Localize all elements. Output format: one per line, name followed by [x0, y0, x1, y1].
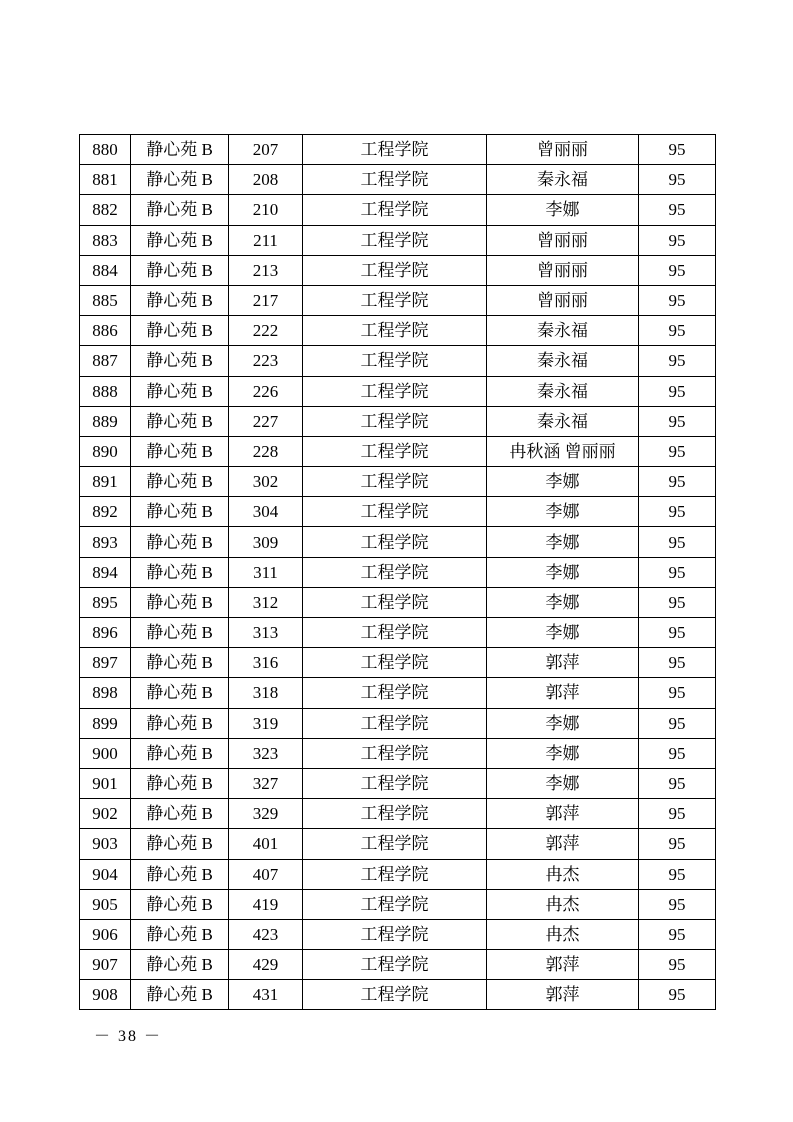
- room-cell: 227: [229, 406, 303, 436]
- room-cell: 313: [229, 618, 303, 648]
- tutor-cell: 冉杰: [487, 859, 639, 889]
- score-cell: 95: [639, 950, 716, 980]
- score-cell: 95: [639, 406, 716, 436]
- score-cell: 95: [639, 285, 716, 315]
- building-cell: 静心苑 B: [131, 950, 229, 980]
- building-cell: 静心苑 B: [131, 557, 229, 587]
- college-cell: 工程学院: [303, 436, 487, 466]
- row-number-cell: 890: [80, 436, 131, 466]
- table-row: [80, 889, 716, 919]
- room-cell: 401: [229, 829, 303, 859]
- room-cell: 309: [229, 527, 303, 557]
- room-cell: 323: [229, 738, 303, 768]
- table-row: [80, 497, 716, 527]
- college-cell: 工程学院: [303, 557, 487, 587]
- building-cell: 静心苑 B: [131, 436, 229, 466]
- college-cell: 工程学院: [303, 135, 487, 165]
- tutor-cell: 冉杰: [487, 919, 639, 949]
- row-number-cell: 881: [80, 165, 131, 195]
- table-row: [80, 165, 716, 195]
- building-cell: 静心苑 B: [131, 799, 229, 829]
- college-cell: 工程学院: [303, 708, 487, 738]
- tutor-cell: 冉杰: [487, 889, 639, 919]
- score-cell: 95: [639, 587, 716, 617]
- row-number-cell: 885: [80, 285, 131, 315]
- score-cell: 95: [639, 557, 716, 587]
- score-cell: 95: [639, 255, 716, 285]
- building-cell: 静心苑 B: [131, 527, 229, 557]
- row-number-cell: 883: [80, 225, 131, 255]
- college-cell: 工程学院: [303, 678, 487, 708]
- table-row: [80, 467, 716, 497]
- college-cell: 工程学院: [303, 406, 487, 436]
- room-cell: 222: [229, 316, 303, 346]
- tutor-cell: 郭萍: [487, 678, 639, 708]
- building-cell: 静心苑 B: [131, 195, 229, 225]
- table-row: [80, 346, 716, 376]
- tutor-cell: 秦永福: [487, 165, 639, 195]
- table-row: [80, 768, 716, 798]
- score-cell: 95: [639, 527, 716, 557]
- score-cell: 95: [639, 436, 716, 466]
- building-cell: 静心苑 B: [131, 316, 229, 346]
- room-cell: 319: [229, 708, 303, 738]
- building-cell: 静心苑 B: [131, 648, 229, 678]
- tutor-cell: 秦永福: [487, 406, 639, 436]
- college-cell: 工程学院: [303, 316, 487, 346]
- table-row: [80, 135, 716, 165]
- score-cell: 95: [639, 768, 716, 798]
- tutor-cell: 李娜: [487, 618, 639, 648]
- building-cell: 静心苑 B: [131, 980, 229, 1010]
- building-cell: 静心苑 B: [131, 889, 229, 919]
- score-cell: 95: [639, 980, 716, 1010]
- tutor-cell: 秦永福: [487, 346, 639, 376]
- building-cell: 静心苑 B: [131, 467, 229, 497]
- room-cell: 226: [229, 376, 303, 406]
- college-cell: 工程学院: [303, 859, 487, 889]
- table-row: [80, 799, 716, 829]
- row-number-cell: 900: [80, 738, 131, 768]
- college-cell: 工程学院: [303, 648, 487, 678]
- college-cell: 工程学院: [303, 919, 487, 949]
- table-row: [80, 195, 716, 225]
- college-cell: 工程学院: [303, 346, 487, 376]
- row-number-cell: 908: [80, 980, 131, 1010]
- table-row: [80, 919, 716, 949]
- college-cell: 工程学院: [303, 587, 487, 617]
- room-cell: 302: [229, 467, 303, 497]
- row-number-cell: 896: [80, 618, 131, 648]
- table-row: [80, 648, 716, 678]
- tutor-cell: 李娜: [487, 587, 639, 617]
- room-cell: 431: [229, 980, 303, 1010]
- table-row: [80, 950, 716, 980]
- row-number-cell: 902: [80, 799, 131, 829]
- tutor-cell: 秦永福: [487, 316, 639, 346]
- room-cell: 312: [229, 587, 303, 617]
- row-number-cell: 907: [80, 950, 131, 980]
- college-cell: 工程学院: [303, 768, 487, 798]
- row-number-cell: 889: [80, 406, 131, 436]
- college-cell: 工程学院: [303, 950, 487, 980]
- table-row: [80, 980, 716, 1010]
- row-number-cell: 903: [80, 829, 131, 859]
- score-cell: 95: [639, 225, 716, 255]
- row-number-cell: 891: [80, 467, 131, 497]
- room-cell: 217: [229, 285, 303, 315]
- row-number-cell: 893: [80, 527, 131, 557]
- college-cell: 工程学院: [303, 255, 487, 285]
- row-number-cell: 882: [80, 195, 131, 225]
- table-row: [80, 557, 716, 587]
- building-cell: 静心苑 B: [131, 738, 229, 768]
- building-cell: 静心苑 B: [131, 919, 229, 949]
- table-body: [80, 135, 716, 1010]
- college-cell: 工程学院: [303, 497, 487, 527]
- row-number-cell: 899: [80, 708, 131, 738]
- college-cell: 工程学院: [303, 618, 487, 648]
- room-cell: 228: [229, 436, 303, 466]
- building-cell: 静心苑 B: [131, 285, 229, 315]
- tutor-cell: 郭萍: [487, 980, 639, 1010]
- row-number-cell: 897: [80, 648, 131, 678]
- row-number-cell: 887: [80, 346, 131, 376]
- row-number-cell: 895: [80, 587, 131, 617]
- row-number-cell: 901: [80, 768, 131, 798]
- room-cell: 318: [229, 678, 303, 708]
- room-cell: 208: [229, 165, 303, 195]
- tutor-cell: 李娜: [487, 497, 639, 527]
- row-number-cell: 906: [80, 919, 131, 949]
- room-cell: 207: [229, 135, 303, 165]
- tutor-cell: 李娜: [487, 708, 639, 738]
- tutor-cell: 曾丽丽: [487, 255, 639, 285]
- college-cell: 工程学院: [303, 467, 487, 497]
- building-cell: 静心苑 B: [131, 859, 229, 889]
- building-cell: 静心苑 B: [131, 708, 229, 738]
- score-cell: 95: [639, 738, 716, 768]
- tutor-cell: 李娜: [487, 195, 639, 225]
- college-cell: 工程学院: [303, 165, 487, 195]
- tutor-cell: 李娜: [487, 527, 639, 557]
- tutor-cell: 秦永福: [487, 376, 639, 406]
- row-number-cell: 904: [80, 859, 131, 889]
- score-cell: 95: [639, 678, 716, 708]
- table-row: [80, 859, 716, 889]
- table-row: [80, 527, 716, 557]
- table-row: [80, 316, 716, 346]
- building-cell: 静心苑 B: [131, 497, 229, 527]
- score-cell: 95: [639, 919, 716, 949]
- tutor-cell: 郭萍: [487, 950, 639, 980]
- table-row: [80, 285, 716, 315]
- score-cell: 95: [639, 135, 716, 165]
- score-cell: 95: [639, 467, 716, 497]
- tutor-cell: 李娜: [487, 467, 639, 497]
- table-row: [80, 376, 716, 406]
- table-row: [80, 436, 716, 466]
- building-cell: 静心苑 B: [131, 165, 229, 195]
- building-cell: 静心苑 B: [131, 346, 229, 376]
- building-cell: 静心苑 B: [131, 587, 229, 617]
- building-cell: 静心苑 B: [131, 768, 229, 798]
- college-cell: 工程学院: [303, 376, 487, 406]
- table-row: [80, 406, 716, 436]
- row-number-cell: 905: [80, 889, 131, 919]
- room-cell: 423: [229, 919, 303, 949]
- tutor-cell: 郭萍: [487, 829, 639, 859]
- tutor-cell: 李娜: [487, 768, 639, 798]
- tutor-cell: 李娜: [487, 738, 639, 768]
- score-cell: 95: [639, 708, 716, 738]
- room-cell: 329: [229, 799, 303, 829]
- room-cell: 211: [229, 225, 303, 255]
- table-row: [80, 738, 716, 768]
- row-number-cell: 898: [80, 678, 131, 708]
- college-cell: 工程学院: [303, 285, 487, 315]
- room-cell: 419: [229, 889, 303, 919]
- tutor-cell: 郭萍: [487, 648, 639, 678]
- room-cell: 316: [229, 648, 303, 678]
- tutor-cell: 冉秋涵 曾丽丽: [487, 436, 639, 466]
- score-cell: 95: [639, 889, 716, 919]
- score-cell: 95: [639, 859, 716, 889]
- building-cell: 静心苑 B: [131, 255, 229, 285]
- building-cell: 静心苑 B: [131, 376, 229, 406]
- room-cell: 304: [229, 497, 303, 527]
- row-number-cell: 888: [80, 376, 131, 406]
- score-cell: 95: [639, 376, 716, 406]
- college-cell: 工程学院: [303, 980, 487, 1010]
- row-number-cell: 894: [80, 557, 131, 587]
- room-cell: 407: [229, 859, 303, 889]
- dormitory-score-table: [79, 134, 716, 1010]
- tutor-cell: 郭萍: [487, 799, 639, 829]
- tutor-cell: 李娜: [487, 557, 639, 587]
- score-cell: 95: [639, 648, 716, 678]
- row-number-cell: 886: [80, 316, 131, 346]
- room-cell: 311: [229, 557, 303, 587]
- college-cell: 工程学院: [303, 527, 487, 557]
- table-row: [80, 587, 716, 617]
- room-cell: 213: [229, 255, 303, 285]
- score-cell: 95: [639, 165, 716, 195]
- table-row: [80, 708, 716, 738]
- table-row: [80, 618, 716, 648]
- score-cell: 95: [639, 829, 716, 859]
- room-cell: 429: [229, 950, 303, 980]
- college-cell: 工程学院: [303, 889, 487, 919]
- row-number-cell: 892: [80, 497, 131, 527]
- building-cell: 静心苑 B: [131, 225, 229, 255]
- college-cell: 工程学院: [303, 829, 487, 859]
- college-cell: 工程学院: [303, 799, 487, 829]
- college-cell: 工程学院: [303, 225, 487, 255]
- tutor-cell: 曾丽丽: [487, 135, 639, 165]
- table-row: [80, 678, 716, 708]
- college-cell: 工程学院: [303, 738, 487, 768]
- score-cell: 95: [639, 346, 716, 376]
- row-number-cell: 880: [80, 135, 131, 165]
- table-row: [80, 225, 716, 255]
- table-row: [80, 829, 716, 859]
- table-row: [80, 255, 716, 285]
- score-cell: 95: [639, 195, 716, 225]
- building-cell: 静心苑 B: [131, 618, 229, 648]
- college-cell: 工程学院: [303, 195, 487, 225]
- score-cell: 95: [639, 316, 716, 346]
- tutor-cell: 曾丽丽: [487, 285, 639, 315]
- building-cell: 静心苑 B: [131, 678, 229, 708]
- room-cell: 327: [229, 768, 303, 798]
- score-cell: 95: [639, 799, 716, 829]
- score-cell: 95: [639, 618, 716, 648]
- tutor-cell: 曾丽丽: [487, 225, 639, 255]
- building-cell: 静心苑 B: [131, 829, 229, 859]
- room-cell: 223: [229, 346, 303, 376]
- row-number-cell: 884: [80, 255, 131, 285]
- room-cell: 210: [229, 195, 303, 225]
- building-cell: 静心苑 B: [131, 135, 229, 165]
- building-cell: 静心苑 B: [131, 406, 229, 436]
- score-cell: 95: [639, 497, 716, 527]
- page-number: － 38 －: [94, 1028, 163, 1045]
